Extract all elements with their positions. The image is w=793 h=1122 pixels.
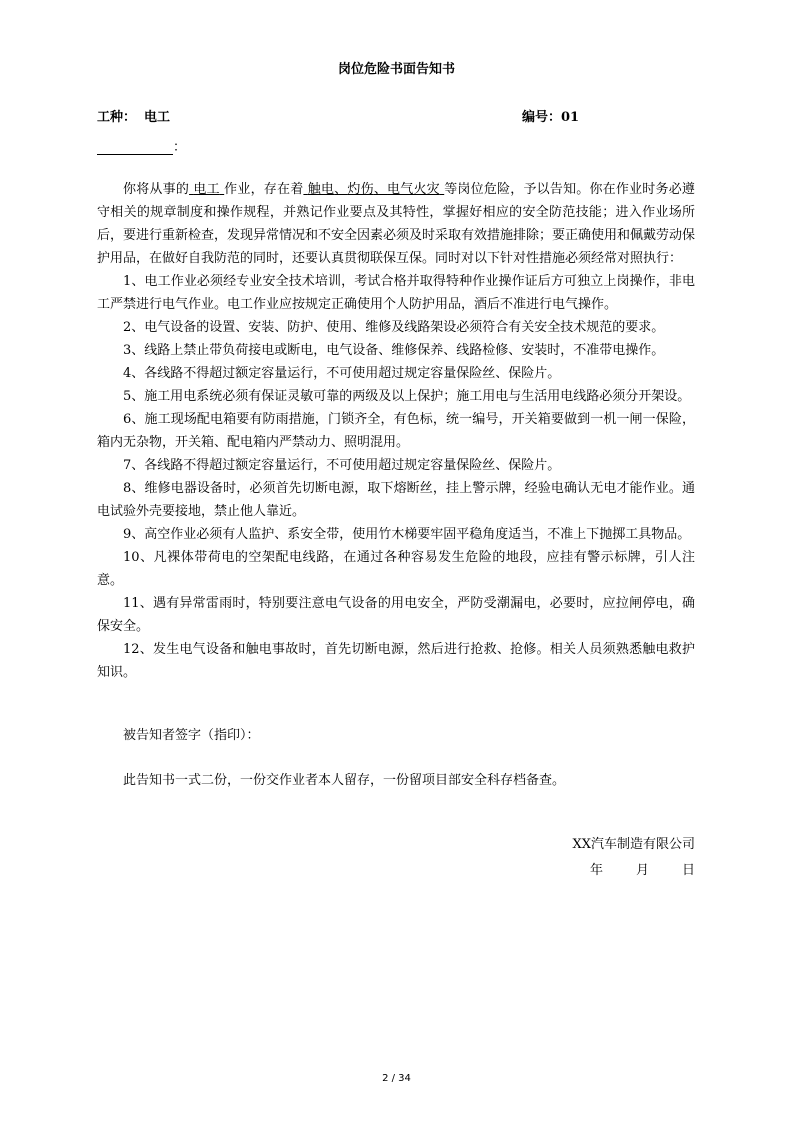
- job-text: 电工: [193, 182, 220, 197]
- job-type-label: 工种：: [97, 110, 137, 125]
- hazard-electric-shock: 触电: [307, 182, 335, 197]
- copies-note: 此告知书一式二份，一份交作业者本人留存，一份留项目部安全科存档备查。: [123, 773, 566, 788]
- list-item: 4、各线路不得超过额定容量运行，不可使用超过规定容量保险丝、保险片。: [123, 366, 561, 381]
- list-item: 3、线路上禁止带负荷接电或断电，电气设备、维修保养、线路检修、安装时，不准带电操作。: [123, 343, 665, 358]
- addressee-colon: ：: [173, 140, 187, 155]
- number-label: 编号：: [522, 110, 562, 125]
- list-item: 1、电工作业必须经专业安全技术培训，考试合格并取得特种作业操作证后方可独立上岗操作，非电工严禁进行电气作业。电工作业应按规定正确使用个人防护用品，酒后不准进行电气操作。: [97, 274, 695, 312]
- list-item: 8、维修电器设备时，必须首先切断电源，取下熔断丝，挂上警示牌，经验电确认无电才能作业。通电试验外壳要接地，禁止他人靠近。: [97, 481, 695, 519]
- page-number: 2 / 34: [382, 1073, 411, 1084]
- list-item: 7、各线路不得超过额定容量运行，不可使用超过规定容量保险丝、保险片。: [123, 458, 561, 473]
- company-name: XX汽车制造有限公司: [572, 837, 695, 852]
- list-item: 6、施工现场配电箱要有防雨措施，门锁齐全，有色标，统一编号，开关箱要做到一机一闸一保险，箱内无杂物，开关箱、配电箱内严禁动力、照明混用。: [97, 412, 695, 450]
- date-year: 年: [589, 863, 603, 878]
- date-month: 月: [635, 863, 649, 878]
- list-item: 12、发生电气设备和触电事故时，首先切断电源，然后进行抢救、抢修。相关人员须熟悉触电救护知识。: [97, 642, 695, 680]
- hazard-sep-2: 、: [373, 182, 388, 197]
- hazards-underlined: [303, 182, 444, 197]
- job-underlined: [189, 182, 224, 197]
- notice-body: [97, 178, 695, 684]
- hazard-sep-1: 、: [334, 182, 348, 197]
- job-type-value: 电工: [144, 110, 171, 125]
- number-value: 01: [561, 110, 580, 125]
- intro-paragraph: [97, 178, 695, 270]
- date-day: 日: [681, 863, 695, 878]
- date-line: [590, 859, 695, 878]
- list-item: 10、凡裸体带荷电的空架配电线路，在通过各种容易发生危险的地段，应挂有警示标牌，引人注意。: [97, 550, 695, 588]
- list-item: 5、施工用电系统必须有保证灵敏可靠的两级及以上保护；施工用电与生活用电线路必须分开架设。: [123, 389, 691, 404]
- list-item: 11、遇有异常雷雨时，特别要注意电气设备的用电安全，严防受潮漏电，必要时，应拉闸停电，确保安全。: [97, 596, 695, 634]
- signature-line: 被告知者签字（指印）：: [123, 728, 260, 743]
- addressee-line: [97, 136, 186, 155]
- measures-list: [97, 270, 695, 684]
- list-item: 9、高空作业必须有人监护、系安全带，使用竹木梯要牢固平稳角度适当，不准上下抛掷工具物品。: [123, 527, 691, 542]
- header-row: [97, 106, 580, 125]
- hazard-burn: 灼伤: [347, 182, 374, 197]
- intro-mid: 作业，存在着: [224, 182, 304, 197]
- list-item: 2、电气设备的设置、安装、防护、使用、维修及线路架设必须符合有关安全技术规范的要求。: [123, 320, 665, 335]
- intro-rest: 等岗位危险，予以告知。你在作业时务必遵守相关的规章制度和操作规程，并熟记作业要点及其特性，掌握好相应的安全防范技能；进入作业场所后，要进行重新检查，发现异常情况和不安全因素必须及时采取有效措施排除；要正确使用和佩戴劳动保护用品，在做好自我防范的同时，还要认真贯彻联保互保。同时对以下针对性措施必须经常对照执行：: [97, 182, 696, 266]
- hazard-electrical-fire: 电气火灾: [387, 182, 440, 197]
- intro-prefix: 你将从事的: [123, 182, 190, 197]
- addressee-blank: [97, 140, 173, 155]
- number-field: [522, 106, 579, 125]
- document-title: 岗位危险书面告知书: [337, 62, 455, 77]
